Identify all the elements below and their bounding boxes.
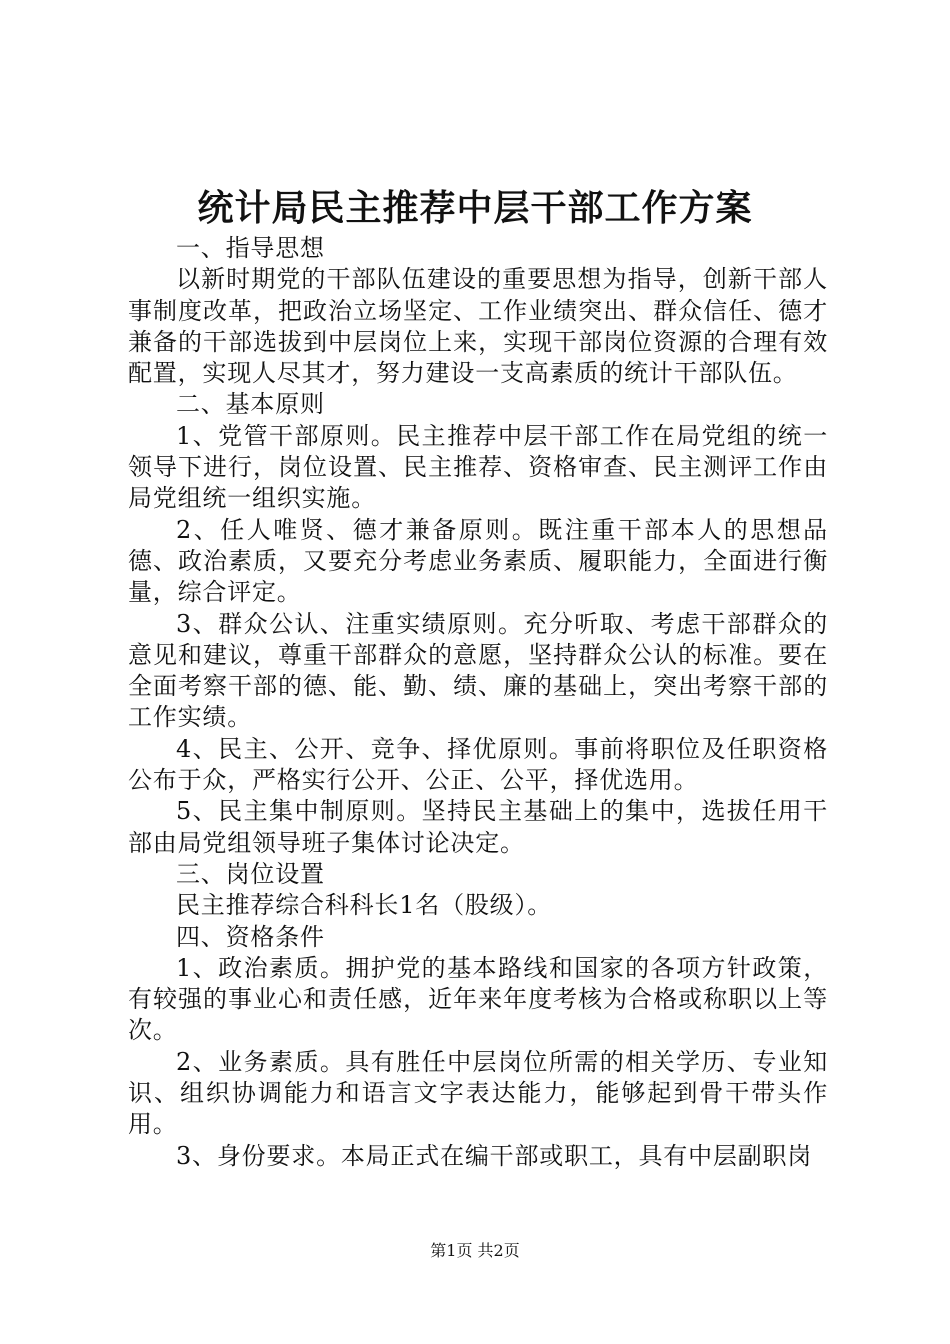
paragraph: 2、任人唯贤、德才兼备原则。既注重干部本人的思想品德、政治素质，又要充分考虑业务素质、履职能力，全面进行衡量，综合评定。	[128, 515, 828, 607]
paragraph: 民主推荐综合科科长1名（股级）。	[176, 891, 553, 920]
section-heading: 四、资格条件	[176, 922, 325, 951]
paragraph: 4、民主、公开、竞争、择优原则。事前将职位及任职资格公布于众，严格实行公开、公正、公平，择优选用。	[128, 734, 828, 795]
document-title: 统计局民主推荐中层干部工作方案	[197, 187, 753, 229]
section-heading: 二、基本原则	[176, 390, 325, 419]
page-footer: 第1页 共2页	[430, 1241, 520, 1260]
paragraph: 2、业务素质。具有胜任中层岗位所需的相关学历、专业知识、组织协调能力和语言文字表达能力，能够起到骨干带头作用。	[128, 1047, 828, 1139]
paragraph: 3、群众公认、注重实绩原则。充分听取、考虑干部群众的意见和建议，尊重干部群众的意愿，坚持群众公认的标准。要在全面考察干部的德、能、勤、绩、廉的基础上，突出考察干部的工作实绩。	[128, 609, 828, 732]
document-body	[128, 233, 828, 1172]
section-heading: 一、指导思想	[176, 234, 325, 262]
paragraph: 1、党管干部原则。民主推荐中层干部工作在局党组的统一领导下进行，岗位设置、民主推荐、资格审查、民主测评工作由局党组统一组织实施。	[128, 421, 828, 513]
section-heading: 三、岗位设置	[176, 859, 325, 888]
paragraph: 3、身份要求。本局正式在编干部或职工，具有中层副职岗	[176, 1141, 813, 1170]
paragraph: 1、政治素质。拥护党的基本路线和国家的各项方针政策，有较强的事业心和责任感，近年来年度考核为合格或称职以上等次。	[128, 953, 828, 1045]
paragraph: 以新时期党的干部队伍建设的重要思想为指导，创新干部人事制度改革，把政治立场坚定、工作业绩突出、群众信任、德才兼备的干部选拔到中层岗位上来，实现干部岗位资源的合理有效配置，实现人尽其才，努力建设一支高素质的统计干部队伍。	[128, 265, 828, 388]
paragraph: 5、民主集中制原则。坚持民主基础上的集中，选拔任用干部由局党组领导班子集体讨论决定。	[128, 797, 828, 857]
